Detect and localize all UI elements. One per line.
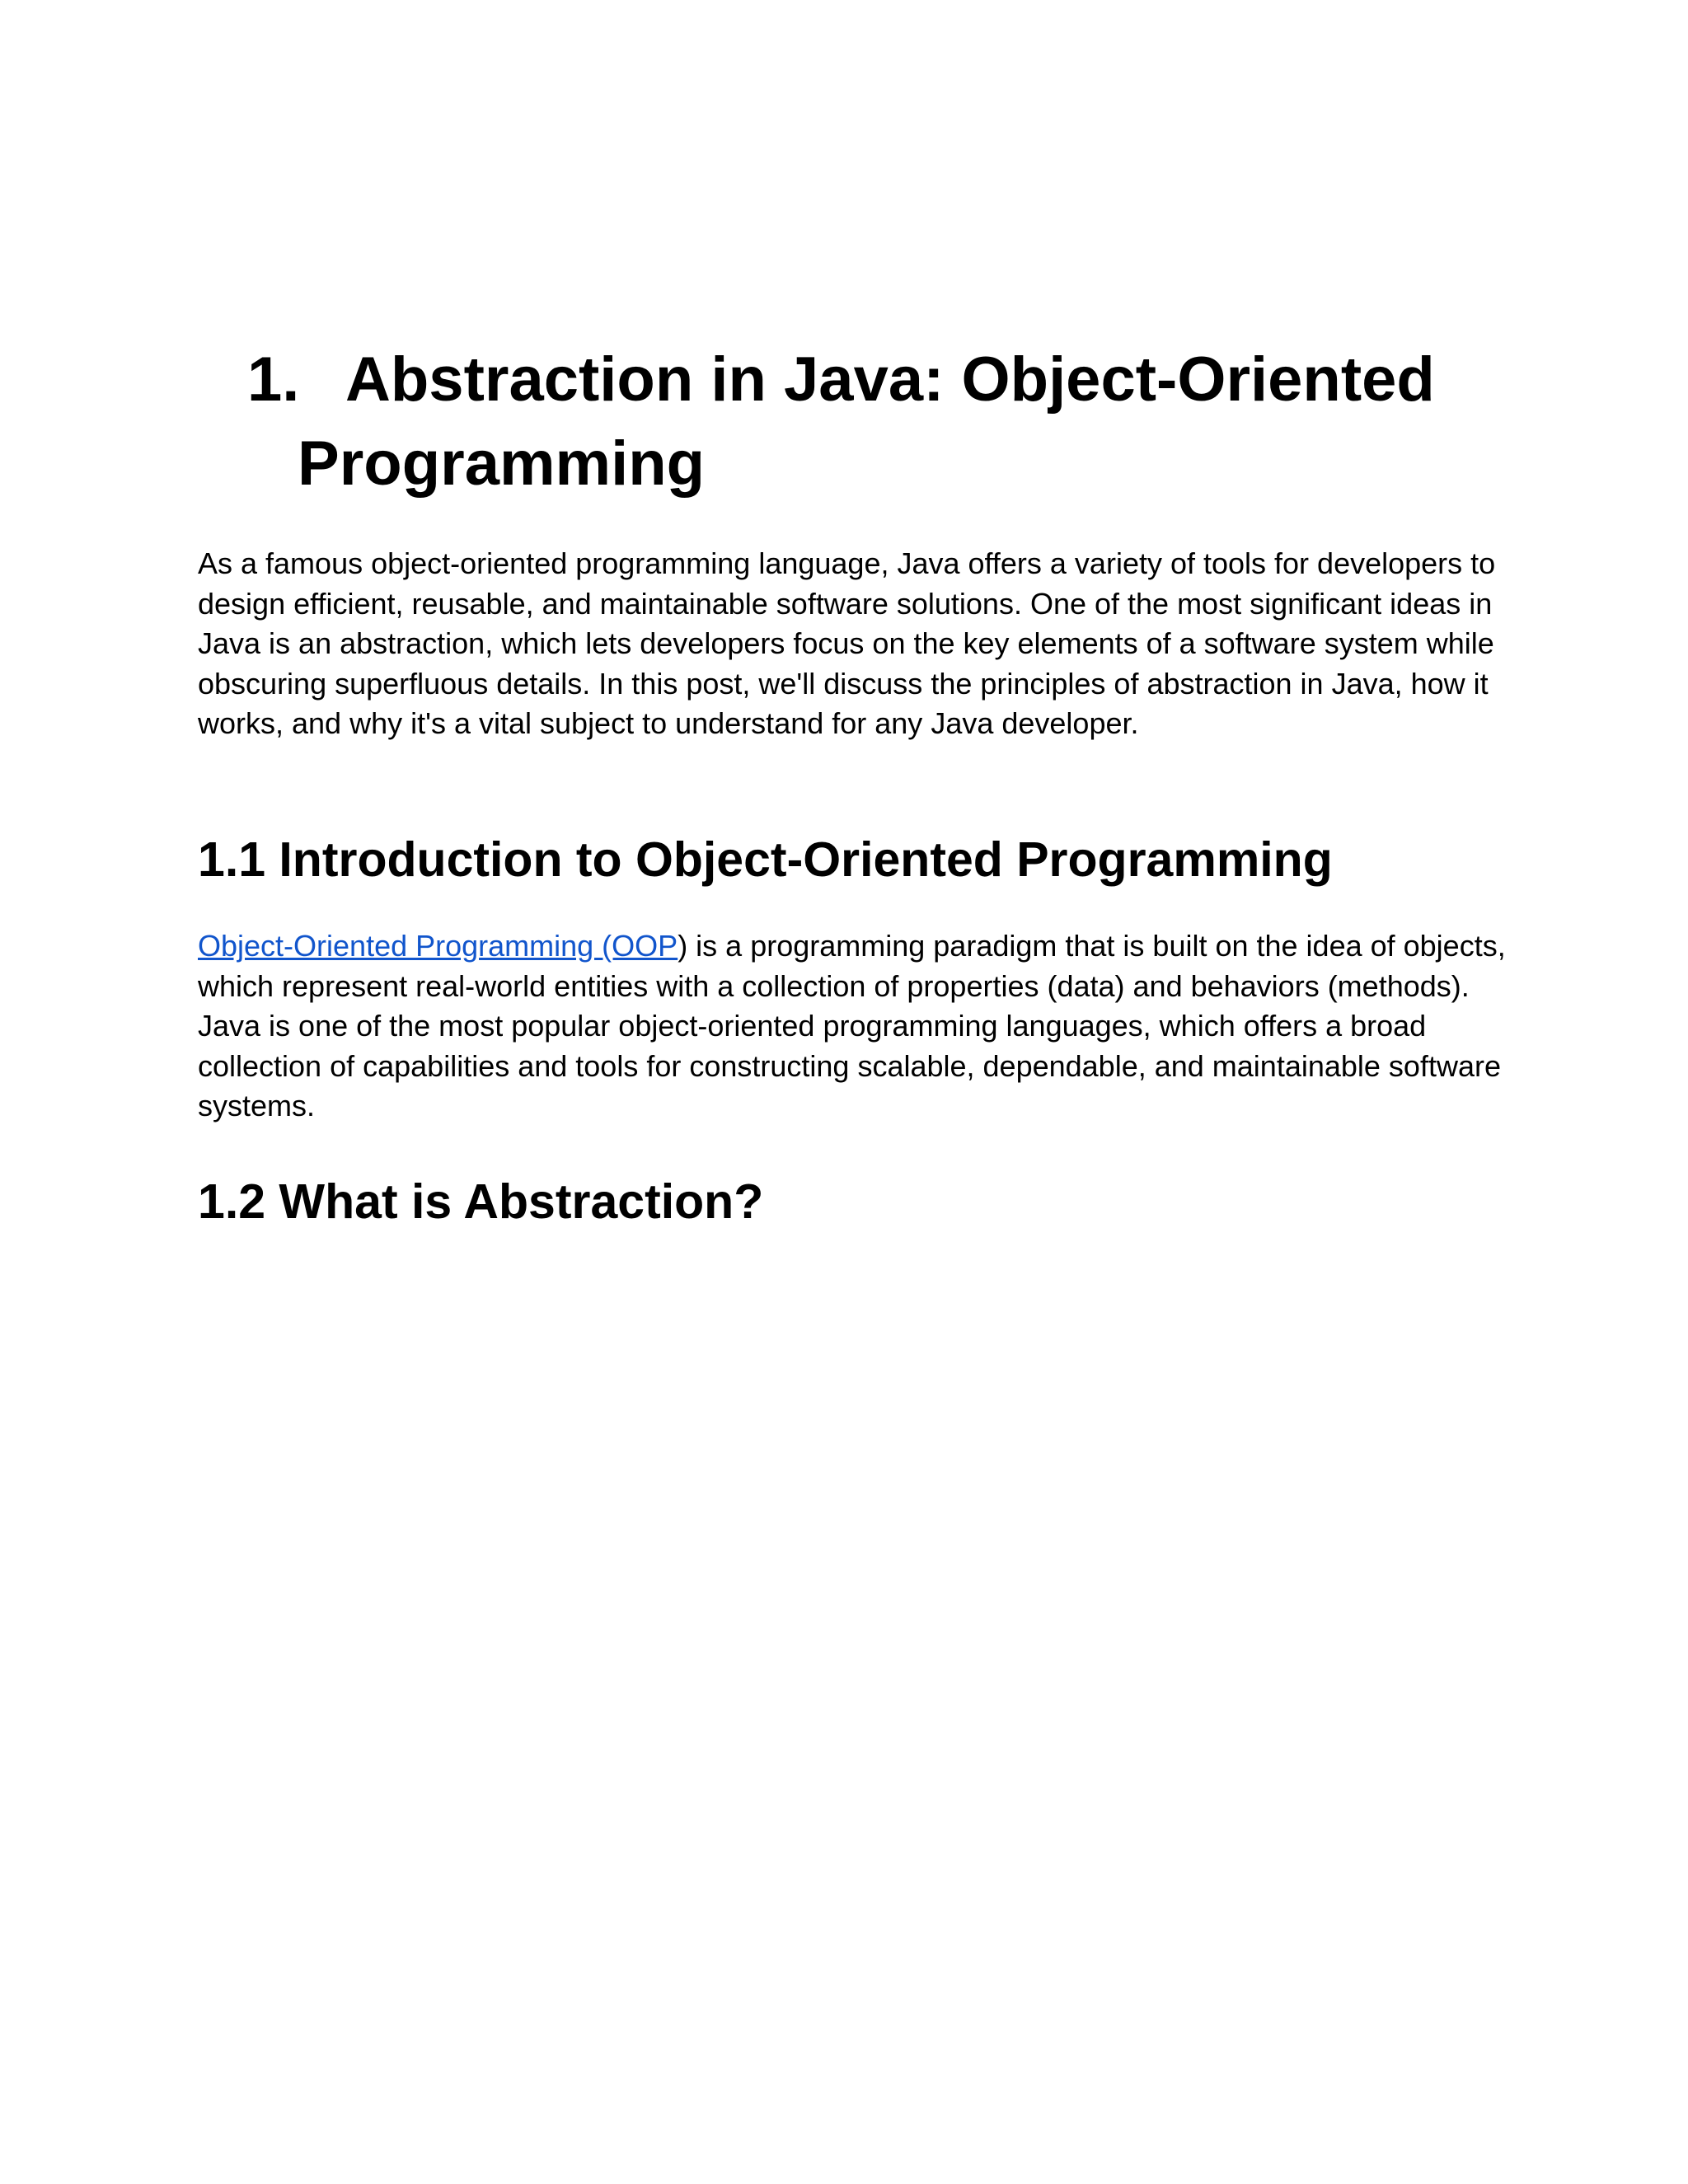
oop-paragraph — [198, 926, 1508, 1127]
title-number: 1. — [247, 344, 300, 415]
title-line-2: Programming — [298, 429, 706, 499]
section-heading-intro-oop: 1.1 Introduction to Object-Oriented Programming — [198, 832, 1333, 887]
title-line-1: Abstraction in Java: Object-Oriented — [345, 344, 1435, 415]
section-heading-what-is-abstraction: 1.2 What is Abstraction? — [198, 1174, 764, 1229]
page-title — [247, 338, 1533, 506]
oop-link[interactable]: Object-Oriented Programming (OOP — [198, 929, 678, 963]
intro-paragraph: As a famous object-oriented programming language, Java offers a variety of tools for developers to design efficient, reusable, and maintainable software solutions. One of the most significant ideas in Java is an abstraction, which lets developers focus on the key elements of a software system while obscuring superfluous details. In this post, we'll discuss the principles of abstraction in Java, how it works, and why it's a vital subject to understand for any Java developer. — [198, 546, 1496, 741]
oop-paragraph-text: ) is a programming paradigm that is built on the idea of objects, which represent real-world entities with a collection of properties (data) and behaviors (methods). Java is one of the most popular object-oriented programming languages, which offers a broad collection of capabilities and tools for constructing scalable, dependable, and maintainable software systems. — [198, 929, 1506, 1123]
